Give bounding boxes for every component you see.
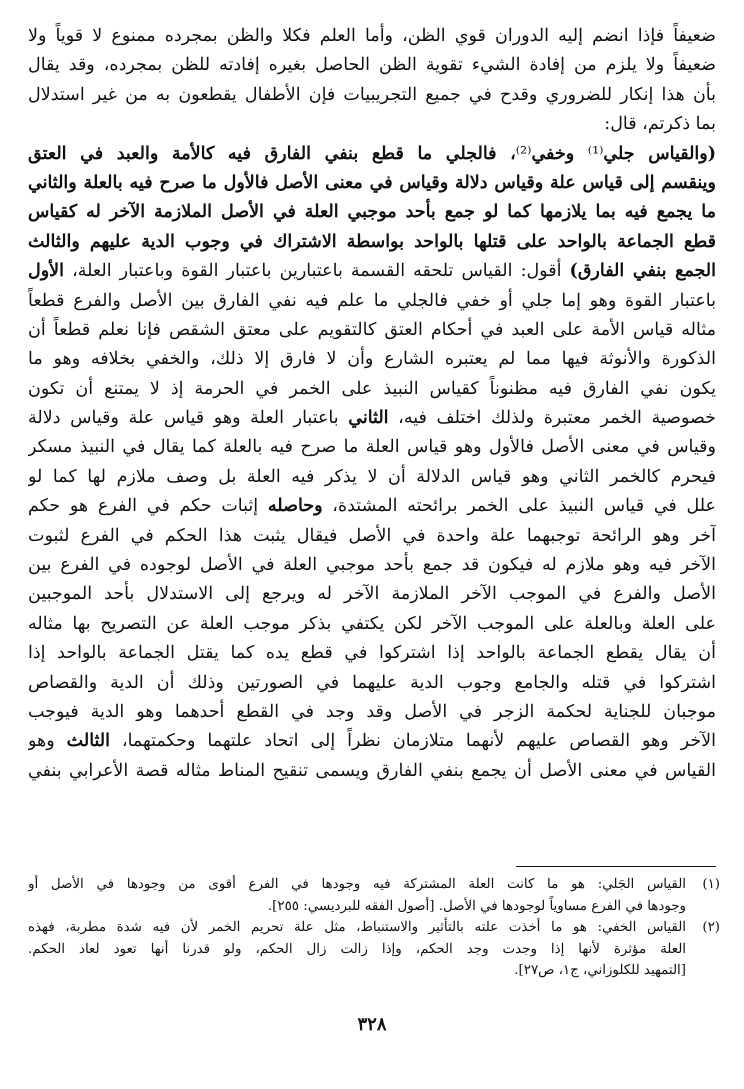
text-run: ضعيفاً فإذا انضم إليه الدوران قوي الظن، وأما العلم فكلا والظن بمجرده ممنوع لا قوياً ولا: [28, 26, 716, 46]
text-run: بأن هذا إنكار للضروري وقدح في جميع التجريبيات فإن الأطفال يقطعون به من غير استدلال: [28, 84, 716, 105]
text-line: [28, 169, 716, 198]
text-run: بما ذكرتم، قال:: [604, 114, 716, 135]
text-run: خصوصية الخمر معتبرة ولذلك اختلف فيه،: [388, 408, 716, 429]
text-line: [28, 22, 716, 51]
main-text: [28, 22, 716, 786]
footnote-text: القياس الجَلي: هو ما كانت العلة المشتركة فيه وجودها في الفرع أقوى من وجودها في الأصل أو: [28, 877, 686, 892]
bold-text-run: وحاصله: [267, 496, 323, 517]
text-line: [28, 433, 716, 462]
footnote-text: وجودها في الفرع مساوياً لوجودها في الأصل. [أصول الفقه للبرديسي: ٢٥٥].: [267, 898, 686, 914]
text-run: فيحرم كالخمر الثاني وهو قياس الدلالة أن لا يذكر فيه العلة بل وصف ملازم لها كما لو: [28, 466, 716, 487]
text-line: [28, 228, 716, 257]
bold-text-run: ، فالجلي ما قطع بنفي الفارق فيه كالأمة والعبد في العتق: [28, 143, 516, 164]
text-run: وهو: [28, 731, 67, 752]
bold-text-run: الأول: [28, 261, 65, 282]
bold-text-run: وخفي: [531, 143, 588, 164]
text-line: [28, 551, 716, 580]
text-line: [28, 669, 716, 698]
text-line: [28, 757, 716, 786]
text-line: [28, 198, 716, 227]
footnote-line: [28, 939, 720, 961]
text-line: [28, 698, 716, 727]
footnote-line: [28, 917, 720, 939]
text-line: [28, 727, 716, 756]
bold-text-run: ما يجمع فيه بما يلازمها كما لو جمع بأحد موجبي العلة في الأصل الملازمة الآخر له كقياس: [28, 202, 716, 223]
text-run: يكون نفي الفارق فيه مظنوناً كقياس النبيذ على الخمر في الحرمة إذ لا يمتنع أن تكون: [28, 378, 716, 399]
text-run: وقياس في معنى الأصل فالأول وهو قياس العلة ما صرح فيه بالعلة كما يقال في النبيذ مسكر: [28, 437, 716, 458]
text-line: [28, 639, 716, 668]
footnote-number: (٢): [702, 920, 720, 935]
text-run: الأصل والفرع في الموجب الآخر الملازمة الآخر له ويرجع إلى الاستدلال بأحد الموجبين: [28, 584, 716, 605]
text-run: أقول: القياس تلحقه القسمة باعتبارين باعتبار القوة وباعتبار العلة،: [64, 261, 570, 282]
text-run: الآخر وهو القصاص عليهم لأنهما متلازمان نظراً إلى اتحاد علتهما وحكمتهما،: [110, 731, 716, 752]
text-run: آخر وهو الرائحة توجبهما علة واحدة في الأصل فيقال يثبت هذا الحكم في الفرع لثبوت: [28, 525, 716, 546]
bold-text-run: قطع الجماعة بالواحد على قتلها بالواحد بواسطة الاشتراك في وجوب الدية عليهم والثالث: [28, 231, 716, 252]
text-run: ⁽²⁾: [515, 143, 532, 164]
text-run: أن يقال يقطع الجماعة بالواحد إذا اشتركوا في قطع يده كما يقتل الجماعة بالواحد إذا: [28, 643, 716, 664]
bold-text-run: (والقياس جلي: [603, 143, 716, 164]
bold-text-run: الثاني: [348, 408, 389, 429]
footnote-line: [28, 874, 720, 896]
text-run: علل في قياس النبيذ على الخمر برائحته المشتدة،: [322, 496, 716, 517]
text-run: اشتركوا في قتله والجامع وجوب الدية عليهما في الصورتين وذلك أن الدية والقصاص: [28, 672, 716, 693]
text-run: موجبان للجناية لحكمة الزجر في الأصل وقد وجد في القطع أحدهما وهو الدية فيوجب: [28, 701, 716, 722]
text-line: [28, 345, 716, 374]
footnote-separator: [516, 866, 716, 867]
text-line: [28, 375, 716, 404]
footnotes: [28, 874, 720, 982]
text-line: [28, 110, 716, 139]
text-line: [28, 316, 716, 345]
text-run: باعتبار العلة وهو قياس علة وقياس دلالة: [28, 408, 349, 429]
bold-text-run: وينقسم إلى قياس علة وقياس دلالة وقياس في معنى الأصل فالأول ما صرح فيه بالعلة والثاني: [28, 172, 716, 193]
footnote-text: [التمهيد للكلوزاني، ج١، ص٢٧].: [514, 963, 686, 978]
bold-text-run: الثالث: [66, 731, 110, 752]
page-number: ٣٢٨: [357, 1014, 387, 1035]
text-line: [28, 610, 716, 639]
text-line: [28, 140, 716, 169]
text-line: [28, 492, 716, 521]
text-run: ضعيفاً ولا يلزم من إفادة الشيء تقوية الظن الحاصل بغيره إفادته للظن بمجرده، وقد يقال: [28, 55, 716, 76]
text-line: [28, 81, 716, 110]
text-run: على العلة وبالعلة على الموجب الآخر لكن يكتفي بذكر موجب العلة عن التصريح بها مثاله: [28, 613, 716, 634]
text-run: الآخر فيه وهو ملازم له فيكون قد جمع بأحد موجبي العلة في الأصل لوجوده في الفرع بين: [28, 555, 716, 576]
text-line: [28, 51, 716, 80]
text-run: مثاله قياس الأمة على العبد في أحكام العتق كالتقويم على معتق الشقص فإنا نعلم قطعاً أن: [28, 319, 716, 340]
text-run: القياس في معنى الأصل أن يجمع بنفي الفارق ويسمى تنقيح المناط مثاله قصة الأعرابي بنفي: [28, 760, 716, 781]
text-line: [28, 522, 716, 551]
text-line: [28, 580, 716, 609]
text-run: باعتبار القوة وهو إما جلي أو خفي فالجلي ما علم فيه نفي الفارق بين الأصل والفرع قطعاً: [28, 290, 716, 311]
bold-text-run: الجمع بنفي الفارق): [569, 261, 716, 282]
footnote-line: [28, 960, 720, 982]
text-run: إثبات حكم في الفرع هو حكم: [28, 496, 268, 517]
text-run: ⁽¹⁾: [587, 143, 604, 164]
footnote-text: القياس الخفي: هو ما أخذت علته بالتأثير والاستنباط، مثل علة تحريم الخمر لأن فيه شدة مطربة، فهذه: [28, 920, 686, 935]
text-line: [28, 287, 716, 316]
footnote-text: العلة مؤثرة لأنها إذا وجدت وجد الحكم، وإذا زالت زال الحكم، ولو قدرنا أنها تعود لعاد الحكم.: [28, 941, 686, 957]
text-line: [28, 257, 716, 286]
text-run: الذكورة والأنوثة فيها مما لم يعتبره الشارع وأن لا فارق إلا ذلك، والخفي بخلافه وهو ما: [28, 349, 716, 370]
footnote-line: [28, 896, 720, 918]
footnote-number: (١): [702, 877, 720, 892]
text-line: [28, 463, 716, 492]
text-line: [28, 404, 716, 433]
